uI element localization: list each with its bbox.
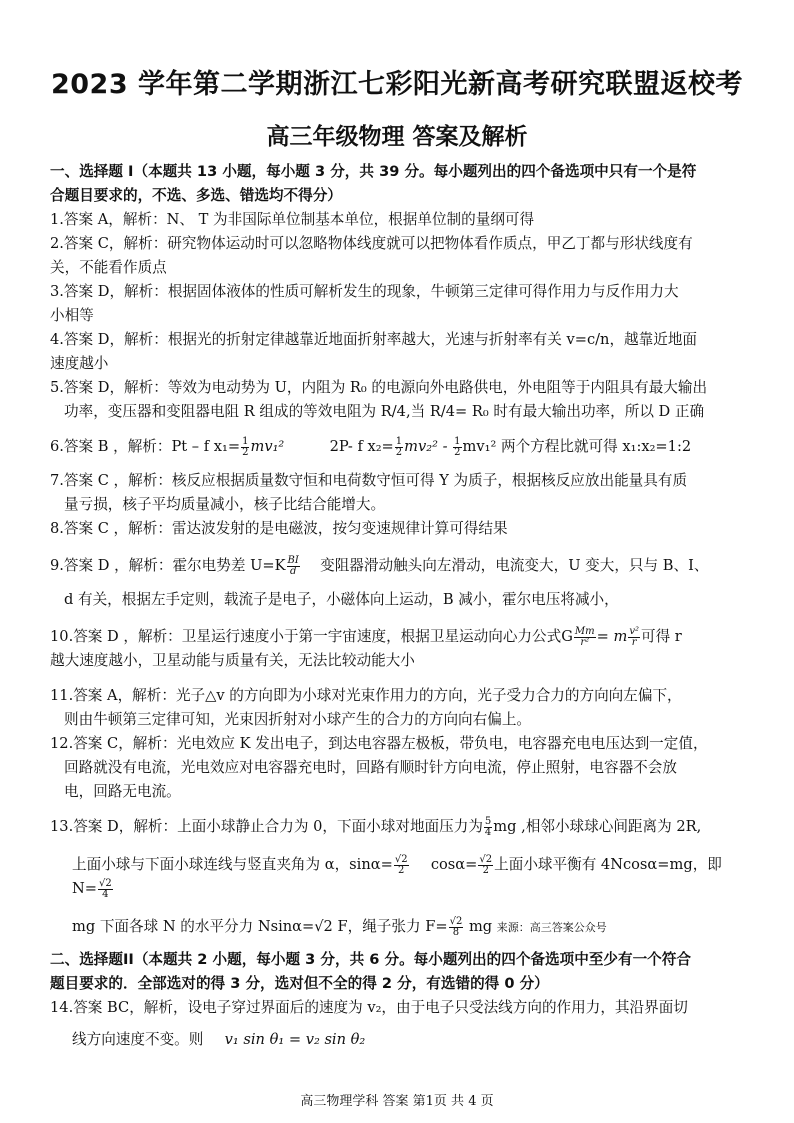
- section2-heading-line1: 二、选择题II（本题共 2 小题，每小题 3 分，共 6 分。每小题列出的四个备选项中至少有一个符合: [50, 951, 691, 968]
- answer-q10: [50, 625, 750, 673]
- answer-q12: [50, 732, 750, 804]
- answer-q6: [50, 435, 750, 459]
- section1-heading: [50, 160, 750, 208]
- fraction-mm-over-r2: $\frac{Mm}{\text{r²}}$: [574, 625, 595, 648]
- answer-q13-part-f: mg 下面各球 N 的水平分力 Nsinα=√2 F，绳子张力 F=: [72, 918, 448, 935]
- answer-q2-line1: 2.答案 C，解析：研究物体运动时可以忽略物体线度就可以把物体看作质点，甲乙丁都与形状线度有: [50, 235, 693, 252]
- answer-q12-line1: 12.答案 C，解析：光电效应 K 发出电子，到达电容器左极板，带负电，电容器充电电压达到一定值，: [50, 735, 708, 752]
- answer-q4-line1: 4.答案 D，解析：根据光的折射定律越靠近地面折射率越大，光速与折射率有关 v=c/n，越靠近地面: [50, 331, 698, 348]
- fraction-half: $\frac{1}{2}$: [395, 435, 403, 458]
- answer-q9-part-a: 9.答案 D ，解析：霍尔电势差 U=K: [50, 557, 286, 574]
- answer-q6-part-a: 6.答案 B ，解析：Pt – f x₁=: [50, 438, 241, 455]
- answer-q3-line2: 小相等: [50, 307, 94, 324]
- answer-q12-line3: 电，回路无电流。: [64, 783, 181, 800]
- section1-heading-line1: 一、选择题 I（本题共 13 小题，每小题 3 分，共 39 分。每小题列出的四个备选项中只有一个是符: [50, 163, 697, 180]
- answer-q4: [50, 328, 750, 376]
- page-subtitle: 高三年级物理 答案及解析: [266, 124, 528, 150]
- source-note: 来源：高三答案公众号: [496, 921, 607, 934]
- answer-q1: 1.答案 A，解析：N、 T 为非国际单位制基本单位，根据单位制的量纲可得: [50, 211, 535, 228]
- fraction-root2-over-4: $\frac{√2}{4}$: [99, 877, 112, 900]
- answer-q6-part-e: mv₁² 两个方程比就可得 x₁:x₂=1:2: [462, 438, 692, 455]
- answer-q6-part-c: 2P- f x₂=: [329, 438, 394, 455]
- answer-q12-line2: 回路就没有电流，光电效应对电容器充电时，回路有顺时针方向电流，停止照射，电容器不会放: [64, 759, 677, 776]
- answer-q14-line2: 线方向速度不变。则: [72, 1031, 204, 1048]
- answer-q2: [50, 232, 750, 280]
- answer-q13-part-a: 13.答案 D，解析：上面小球静止合力为 0，下面小球对地面压力为: [50, 818, 483, 835]
- answer-q5-line2: 功率，变压器和变阻器电阻 R 组成的等效电阻为 R/4,当 R/4= R₀ 时有最大输出功率，所以 D 正确: [64, 403, 705, 420]
- fraction-half: $\frac{1}{2}$: [242, 435, 249, 458]
- answer-q13-part-c: 上面小球与下面小球连线与竖直夹角为 α，sinα=: [72, 856, 393, 873]
- page-footer: 高三物理学科 答案 第1页 共 4 页: [300, 1094, 494, 1109]
- answer-q9-part-b: 变阻器滑动触头向左滑动，电流变大，U 变大，只与 B、I、: [320, 557, 709, 574]
- answer-q11: [50, 684, 750, 732]
- fraction-root2-over-8: $\frac{√2}{8}$: [449, 915, 463, 938]
- fraction-v2-over-r: $\frac{\text{v²}}{r}$: [629, 625, 639, 648]
- section1-heading-line2: 合题目要求的，不选、多选、错选均不得分）: [50, 187, 342, 204]
- fraction-half: $\frac{1}{2}$: [454, 435, 461, 458]
- answer-q10-part-c: 可得 r: [640, 628, 682, 645]
- answer-q4-line2: 速度越小: [50, 355, 109, 372]
- answer-q3-line1: 3.答案 D，解析：根据固体液体的性质可解析发生的现象，牛顿第三定律可得作用力与反作用力大: [50, 283, 679, 300]
- answer-q13-part-b: mg ,相邻小球球心间距离为 2R,: [493, 818, 702, 835]
- answer-q2-line2: 关，不能看作质点: [50, 259, 167, 276]
- answer-q11-line1: 11.答案 A，解析：光子△v 的方向即为小球对光束作用力的方向，光子受力合力的方向向左偏下，: [50, 687, 682, 704]
- answer-q6-part-b: mv₁²: [250, 438, 285, 455]
- answer-q7: [50, 469, 750, 517]
- answers-block-3: [50, 684, 750, 804]
- section2-heading: [50, 948, 750, 996]
- answer-q10-part-a: 10.答案 D ，解析：卫星运行速度小于第一宇宙速度，根据卫星运动向心力公式G: [50, 628, 573, 645]
- page-title: 2023 学年第二学期浙江七彩阳光新高考研究联盟返校考: [50, 69, 744, 100]
- answer-q13: [50, 815, 750, 940]
- answer-q14-line1: 14.答案 BC，解析，设电子穿过界面后的速度为 v₂，由于电子只受法线方向的作用力，其沿界面切: [50, 999, 688, 1016]
- section2-heading-line2: 题目要求的．全部选对的得 3 分，选对但不全的得 2 分，有选错的得 0 分）: [50, 975, 549, 992]
- fraction-root2-over-2: $\frac{√2}{2}$: [479, 853, 493, 876]
- answer-q5: [50, 376, 750, 424]
- fraction-root2-over-2: $\frac{√2}{2}$: [394, 853, 408, 876]
- answer-q6-part-d: mv₂² -: [404, 438, 448, 455]
- answer-q14: [50, 996, 750, 1052]
- answer-q7-line1: 7.答案 C ，解析：核反应根据质量数守恒和电荷数守恒可得 Y 为质子，根据核反应放出能量具有质: [50, 472, 688, 489]
- answer-q11-line2: 则由牛顿第三定律可知，光束因折射对小球产生的合力的方向向右偏上。: [64, 711, 532, 728]
- answer-q5-line1: 5.答案 D，解析：等效为电动势为 U，内阻为 R₀ 的电源向外电路供电，外电阻等于内阻具有最大输出: [50, 379, 708, 396]
- answer-q13-part-d: cosα=: [430, 856, 478, 873]
- answer-q10-part-b: = m: [596, 628, 628, 645]
- answer-q13-part-e: 上面小球平衡有 4Ncosα=mg，即 N=: [72, 856, 722, 897]
- answer-q14-equation: v₁ sin θ₁ = v₂ sin θ₂: [224, 1031, 366, 1048]
- answer-q10-line2: 越大速度越小，卫星动能与质量有关，无法比较动能大小: [50, 652, 415, 669]
- answer-q8: 8.答案 C ，解析：雷达波发射的是电磁波，按匀变速规律计算可得结果: [50, 520, 508, 537]
- fraction-bi-over-d: $\frac{BI}{d}$: [287, 554, 299, 577]
- answer-q3: [50, 280, 750, 328]
- answers-block-2: [50, 469, 750, 541]
- answer-q13-part-g: mg: [468, 918, 493, 935]
- answer-q9: [50, 554, 750, 612]
- answer-q7-line2: 量亏损，核子平均质量减小，核子比结合能增大。: [64, 496, 386, 513]
- answer-q9-line2: d 有关，根据左手定则，载流子是电子，小磁体向上运动，B 减小，霍尔电压将减小，: [64, 591, 619, 608]
- fraction-five-fourths: $\frac{5}{4}$: [484, 815, 492, 838]
- answers-block-1: [50, 208, 750, 424]
